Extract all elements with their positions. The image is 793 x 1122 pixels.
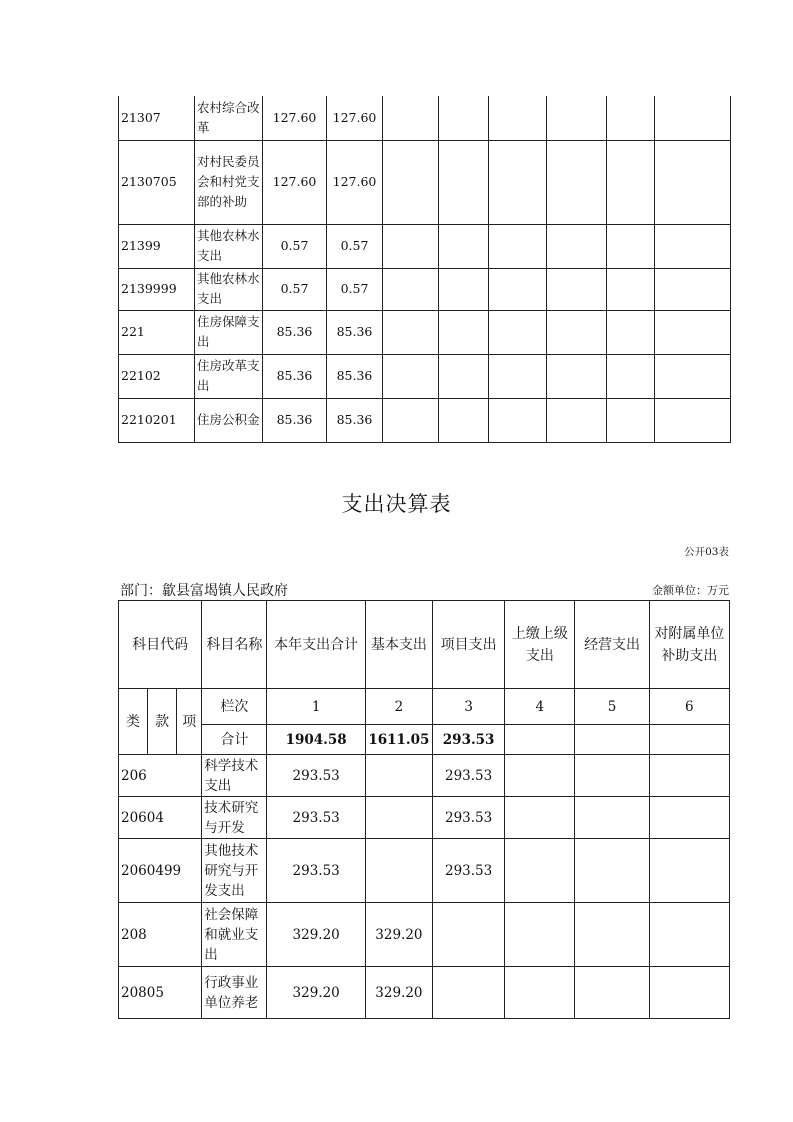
col-number: 5	[575, 689, 649, 725]
row-total: 0.57	[263, 224, 327, 268]
row-total: 85.36	[263, 310, 327, 354]
header-xiang: 项	[177, 689, 202, 755]
row-name: 住房改革支出	[195, 354, 263, 398]
row-basic	[365, 839, 432, 903]
row-code: 2130705	[119, 140, 195, 224]
header-upper: 上缴上级支出	[505, 601, 575, 689]
row-code: 21307	[119, 96, 195, 140]
header-project: 项目支出	[433, 601, 505, 689]
row-project: 293.53	[433, 839, 505, 903]
row-basic: 127.60	[327, 96, 383, 140]
row-code: 206	[119, 755, 202, 797]
row-code: 2139999	[119, 268, 195, 310]
row-total: 127.60	[263, 96, 327, 140]
table-row	[119, 268, 731, 310]
col-number: 4	[505, 689, 575, 725]
row-total: 293.53	[267, 839, 365, 903]
table-row	[119, 354, 731, 398]
row-code: 21399	[119, 224, 195, 268]
row-total: 329.20	[267, 903, 365, 967]
row-name: 住房公积金	[195, 398, 263, 442]
page-title: 支出决算表	[341, 492, 452, 516]
header-subsidy: 对附属单位补助支出	[649, 601, 729, 689]
row-code: 20805	[119, 967, 202, 1019]
row-name: 其他技术研究与开发支出	[202, 839, 267, 903]
col-number: 2	[365, 689, 432, 725]
row-name: 其他农林水支出	[195, 268, 263, 310]
row-basic	[365, 797, 432, 839]
row-total: 85.36	[263, 398, 327, 442]
row-name: 行政事业单位养老	[202, 967, 267, 1019]
form-code: 公开03表	[684, 546, 729, 558]
header-operating: 经营支出	[575, 601, 649, 689]
row-name: 科学技术支出	[202, 755, 267, 797]
row-code: 20604	[119, 797, 202, 839]
header-basic: 基本支出	[365, 601, 432, 689]
row-name: 住房保障支出	[195, 310, 263, 354]
row-name: 对村民委员会和村党支部的补助	[195, 140, 263, 224]
col-number: 3	[433, 689, 505, 725]
row-basic: 85.36	[327, 310, 383, 354]
table-row	[119, 903, 730, 967]
row-code: 208	[119, 903, 202, 967]
header-code: 科目代码	[119, 601, 202, 689]
department-label: 部门：歙县富堨镇人民政府	[120, 583, 288, 599]
expenditure-table	[118, 600, 730, 1019]
row-project: 293.53	[433, 755, 505, 797]
row-code: 2210201	[119, 398, 195, 442]
header-total: 本年支出合计	[267, 601, 365, 689]
row-basic: 85.36	[327, 398, 383, 442]
header-name: 科目名称	[202, 601, 267, 689]
table-row	[119, 96, 731, 140]
row-project: 293.53	[433, 797, 505, 839]
row-basic: 329.20	[365, 967, 432, 1019]
row-name: 其他农林水支出	[195, 224, 263, 268]
row-name: 技术研究与开发	[202, 797, 267, 839]
table-row	[119, 797, 730, 839]
row-basic: 329.20	[365, 903, 432, 967]
header-lanci: 栏次	[202, 689, 267, 725]
row-name: 农村综合改革	[195, 96, 263, 140]
row-total: 293.53	[267, 797, 365, 839]
col-number: 6	[649, 689, 729, 725]
header-kuan: 款	[148, 689, 177, 755]
table-row	[119, 755, 730, 797]
col-number: 1	[267, 689, 365, 725]
row-project	[433, 903, 505, 967]
row-code: 22102	[119, 354, 195, 398]
row-code: 221	[119, 310, 195, 354]
row-total: 85.36	[263, 354, 327, 398]
row-basic	[365, 755, 432, 797]
table-row	[119, 140, 731, 224]
summary-total: 1904.58	[267, 725, 365, 755]
summary-basic: 1611.05	[365, 725, 432, 755]
row-basic: 127.60	[327, 140, 383, 224]
table-row	[119, 224, 731, 268]
row-basic: 0.57	[327, 224, 383, 268]
row-total: 0.57	[263, 268, 327, 310]
row-project	[433, 967, 505, 1019]
table-row	[119, 310, 731, 354]
row-code: 2060499	[119, 839, 202, 903]
header-row	[119, 601, 730, 689]
table-row	[119, 967, 730, 1019]
row-total: 127.60	[263, 140, 327, 224]
unit-label: 金额单位：万元	[652, 584, 729, 597]
row-total: 293.53	[267, 755, 365, 797]
continuation-table	[118, 96, 731, 443]
table-row	[119, 398, 731, 442]
table-row	[119, 839, 730, 903]
summary-row	[119, 725, 730, 755]
header-lei: 类	[119, 689, 148, 755]
row-name: 社会保障和就业支出	[202, 903, 267, 967]
column-number-row	[119, 689, 730, 725]
summary-label: 合计	[202, 725, 267, 755]
row-total: 329.20	[267, 967, 365, 1019]
row-basic: 85.36	[327, 354, 383, 398]
summary-project: 293.53	[433, 725, 505, 755]
row-basic: 0.57	[327, 268, 383, 310]
